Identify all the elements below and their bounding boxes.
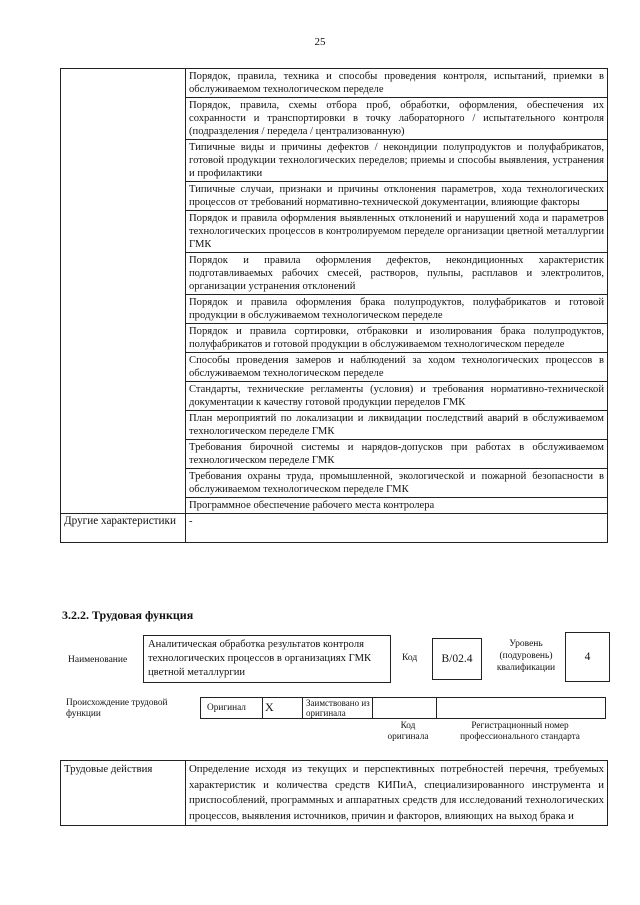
knowledge-item: Порядок и правила сортировки, отбраковки и изолирования брака полупродуктов, полуфабрикатов и готовой продукции в обслуживаемом технологическом переделе — [186, 324, 608, 353]
labor-actions-value: Определение исходя из текущих и перспективных потребностей перечня, требуемых характеристик и количества средств КИПиА, специализированного инструмента и приспособлений, программных и аппаратных средств для исследований технологических процессов, выявления источников, причин и факторов, влияющих на выход брака и — [186, 761, 608, 826]
function-name-value: Аналитическая обработка результатов контроля технологических процессов в организациях ГМК цветной металлургии — [143, 635, 391, 683]
qualification-level-label: Уровень (подуровень) квалификации — [496, 639, 556, 673]
other-characteristics-label: Другие характеристики — [61, 514, 186, 543]
knowledge-item: Программное обеспечение рабочего места контролера — [186, 498, 608, 514]
function-code-value: В/02.4 — [432, 638, 482, 680]
table-row — [61, 761, 608, 826]
page-number: 25 — [314, 36, 326, 48]
table-row — [61, 69, 608, 98]
knowledge-item: Требования охраны труда, промышленной, экологической и пожарной безопасности в обслуживаемом технологическом переделе ГМК — [186, 469, 608, 498]
reg-number-caption: Регистрационный номер профессионального стандарта — [460, 721, 580, 742]
function-name-label: Наименование — [68, 655, 128, 665]
original-code-cell — [373, 698, 437, 718]
knowledge-item: Типичные виды и причины дефектов / некондиции полупродуктов и полуфабрикатов, готовой продукции технологических переделов; приемы и способы выявления, устранения и профилактики — [186, 140, 608, 182]
knowledge-item: Порядок, правила, схемы отбора проб, обработки, оформления, обеспечения их сохранности и транспортировки в точку лабораторного / испытательного контроля (подразделения / передела / централизованную) — [186, 98, 608, 140]
knowledge-item: Порядок и правила оформления брака полупродуктов, полуфабрикатов и готовой продукции в обслуживаемом технологическом переделе — [186, 295, 608, 324]
knowledge-item: Порядок и правила оформления выявленных отклонений и нарушений хода и параметров технологических процессов в контролируемом переделе организации цветной металлургии ГМК — [186, 211, 608, 253]
knowledge-item: Способы проведения замеров и наблюдений за ходом технологических процессов в обслуживаемом технологическом переделе — [186, 353, 608, 382]
other-characteristics-value: - — [186, 514, 608, 543]
knowledge-item: Требования бирочной системы и нарядов-допусков при работах в обслуживаемом технологическом переделе ГМК — [186, 440, 608, 469]
origin-label: Происхождение трудовой функции — [66, 698, 168, 719]
borrowed-label: Заимствовано из оригинала — [306, 698, 370, 718]
knowledge-item: Типичные случаи, признаки и причины отклонения параметров, хода технологических процессов от требований нормативно-технической документации, влияющие факторы — [186, 182, 608, 211]
original-label: Оригинал — [207, 703, 246, 713]
labor-actions-label: Трудовые действия — [61, 761, 186, 826]
labor-actions-table — [60, 760, 608, 826]
function-code-label: Код — [402, 653, 418, 663]
knowledge-item: Порядок и правила оформления дефектов, некондиционных характеристик подготавливаемых рабочих смесей, растворов, пульпы, расплавов и электролитов, организации устранения отклонений — [186, 253, 608, 295]
original-code-caption: Код оригинала — [387, 721, 429, 742]
table-row — [61, 514, 608, 543]
knowledge-label-cell — [61, 69, 186, 514]
qualification-level-value: 4 — [565, 632, 610, 682]
origin-row — [200, 697, 606, 719]
section-title: 3.2.2. Трудовая функция — [62, 608, 194, 622]
knowledge-item: Стандарты, технические регламенты (условия) и требования нормативно-технической документации к качеству готовой продукции переделов ГМК — [186, 382, 608, 411]
knowledge-table — [60, 68, 608, 543]
knowledge-item: Порядок, правила, техника и способы проведения контроля, испытаний, приемки в обслуживаемом технологическом переделе — [186, 69, 608, 98]
knowledge-item: План мероприятий по локализации и ликвидации последствий аварий в обслуживаемом технологическом переделе ГМК — [186, 411, 608, 440]
original-mark: Х — [265, 700, 274, 714]
